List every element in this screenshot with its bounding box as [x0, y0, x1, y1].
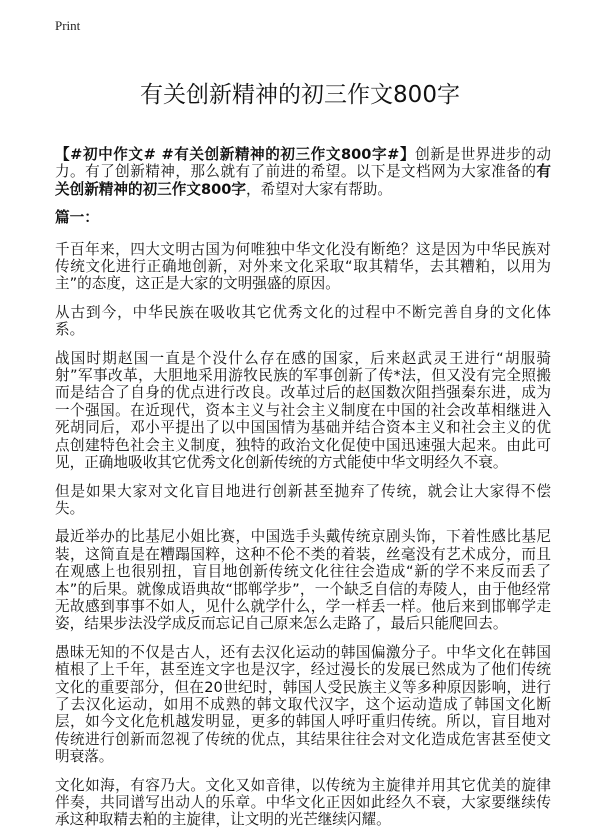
paragraph: 但是如果大家对文化盲目地进行创新甚至抛弃了传统，就会让大家得不偿失。	[55, 482, 551, 517]
print-link[interactable]: Print	[55, 18, 81, 33]
article-body	[55, 146, 551, 840]
intro-tags: 【#初中作文# #有关创新精神的初三作文800字#】	[55, 146, 416, 163]
paragraph: 文化如海，有容乃大。文化又如音律，以传统为主旋律并用其它优美的旋律伴奏，共同谱写出动人的乐章。中华文化正因如此经久不衰，大家要继续传承这种取精去粕的主旋律，让文明的光芒继续闪耀。	[55, 776, 551, 829]
paragraph: 最近举办的比基尼小姐比赛，中国选手头戴传统京剧头饰，下着性感比基尼装，这简直是在糟蹋国粹，这种不伦不类的着装，丝毫没有艺术成分，而且在观感上也很别扭，盲目地创新传统文化往往会造成“新的学不来反而丢了本”的后果。就像成语典故“邯郸学步”，一个缺乏自信的寿陵人，由于他经常无故感到事事不如人，见什么就学什么，学一样丢一样。他后来到邯郸学走姿，结果步法没学成反而忘记自己原来怎么走路了，最后只能爬回去。	[55, 528, 551, 633]
section-heading: 篇一：	[55, 209, 99, 227]
intro-bold-title: 有关创新精神的初三作文800字	[55, 163, 551, 198]
paragraph: 千百年来，四大文明古国为何唯独中华文化没有断绝？这是因为中华民族对传统文化进行正确地创新，对外来文化采取“取其精华，去其糟粕，以用为主”的态度，这正是大家的文明强盛的原因。	[55, 240, 551, 293]
intro-text: 创新是世界进步的动力。有了创新精神，那么就有了前进的希望。以下是文档网为大家准备的	[55, 146, 551, 181]
paragraph: 战国时期赵国一直是个没什么存在感的国家，后来赵武灵王进行“胡服骑射”军事改革，大胆地采用游牧民族的军事创新了传*法，但又没有完全照搬而是结合了自身的优点进行改良。改革过后的赵国数次阻挡强秦东进，成为一个强国。在近现代，资本主义与社会主义制度在中国的社会改革相继进入死胡同后，邓小平提出了以中国国情为基础并结合资本主义和社会主义的优点创建特色社会主义制度，独特的政治文化促使中国迅速强大起来。由此可见，正确地吸收其它优秀文化创新传统的方式能使中华文明经久不衰。	[55, 349, 551, 472]
intro-paragraph	[55, 146, 551, 198]
paragraph: 愚昧无知的不仅是古人，还有去汉化运动的韩国偏激分子。中华文化在韩国植根了上千年，甚至连文字也是汉字，经过漫长的发展已然成为了他们传统文化的重要部分，但在20世纪时，韩国人受民族主义等多种原因影响，进行了去汉化运动，如用不成熟的韩文取代汉字，这个运动造成了韩国文化断层，如今文化危机越发明显，更多的韩国人呼吁重归传统。所以，盲目地对传统进行创新而忽视了传统的优点，其结果往往会对文化造成危害甚至使文明衰落。	[55, 643, 551, 766]
paragraph: 从古到今，中华民族在吸收其它优秀文化的过程中不断完善自身的文化体系。	[55, 303, 551, 339]
page-title: 有关创新精神的初三作文800字	[140, 82, 460, 108]
intro-text-end: ，希望对大家有帮助。	[246, 180, 392, 198]
